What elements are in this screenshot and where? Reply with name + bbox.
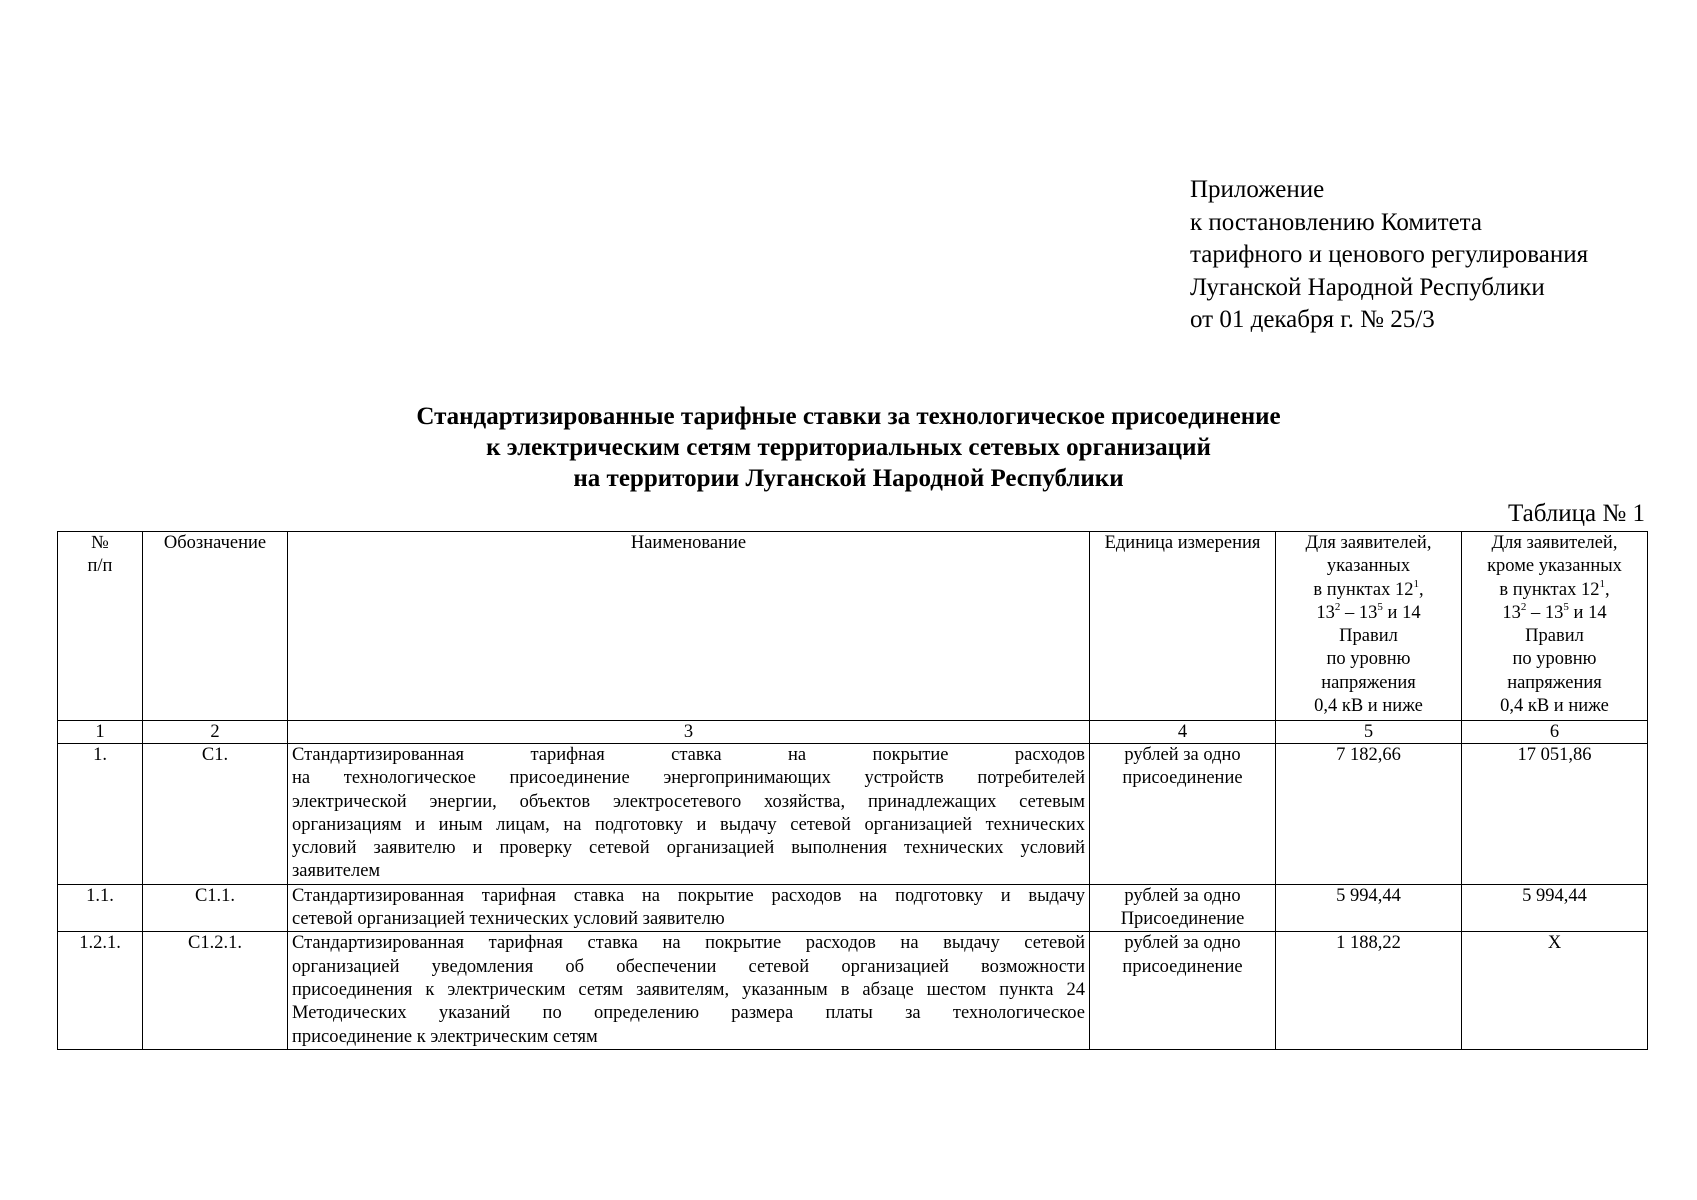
annex-line: Луганской Народной Республики — [1190, 273, 1545, 301]
row-unit — [1090, 884, 1276, 932]
header-line: Для заявителей, — [1305, 533, 1432, 553]
annex-line: от 01 декабря г. № 25/3 — [1190, 306, 1435, 333]
row-number: 1.1. — [58, 884, 143, 932]
header-text: в пунктах 12 — [1499, 579, 1600, 600]
description-line: организацией уведомления об обеспечении сетевой организацией возможности — [292, 956, 1085, 977]
annex-block — [1190, 174, 1588, 337]
description-line: заявителем — [292, 861, 381, 882]
row-value-others: 17 051,86 — [1462, 744, 1648, 885]
description-line: присоединения к электрическим сетям заявителям, указанным в абзаце шестом пункта 24 — [292, 979, 1085, 1000]
header-line: напряжения — [1321, 672, 1416, 693]
column-number-row — [58, 721, 1648, 744]
header-text: 13 — [1316, 602, 1335, 623]
header-line — [1466, 579, 1643, 602]
annex-line: Приложение — [1190, 176, 1325, 203]
column-number: 6 — [1462, 721, 1648, 744]
description-line: на технологическое присоединение энергопринимающих устройств потребителей — [292, 768, 1085, 789]
header-superscript: 1 — [1413, 577, 1419, 590]
table-header-row — [58, 532, 1648, 721]
header-superscript: 2 — [1520, 600, 1527, 613]
annex-line: к постановлению Комитета — [1190, 208, 1482, 236]
table-row — [58, 744, 1648, 885]
header-superscript: 5 — [1377, 600, 1383, 613]
unit-line: рублей за одно — [1124, 885, 1241, 906]
header-line: напряжения — [1507, 672, 1602, 693]
unit-line: рублей за одно — [1124, 933, 1241, 954]
row-number: 1. — [58, 744, 143, 885]
header-line — [1280, 602, 1457, 625]
title-line: Стандартизированные тарифные ставки за технологическое присоединение — [416, 403, 1281, 430]
document-title — [0, 401, 1697, 494]
header-line: по уровню — [1326, 649, 1411, 670]
header-line: 0,4 кВ и ниже — [1500, 696, 1609, 717]
header-number — [58, 532, 143, 721]
column-number: 4 — [1090, 721, 1276, 744]
header-line: Правил — [1339, 626, 1398, 647]
header-text: , — [1418, 579, 1424, 600]
row-value-applicants: 7 182,66 — [1276, 744, 1462, 885]
table-number: Таблица № 1 — [1507, 500, 1645, 527]
header-number-line: № — [91, 533, 109, 553]
column-number: 1 — [58, 721, 143, 744]
header-superscript: 1 — [1599, 577, 1605, 590]
header-text: и 14 — [1382, 602, 1421, 623]
description-line: организациям и иным лицам, на подготовку и выдачу сетевой организацией технических — [292, 814, 1085, 835]
row-value-others: Х — [1462, 932, 1648, 1049]
header-line: Правил — [1525, 626, 1584, 647]
unit-line: присоединение — [1122, 956, 1243, 977]
annex-line: тарифного и ценового регулирования — [1190, 241, 1589, 268]
tariff-table — [57, 531, 1648, 1050]
row-value-others: 5 994,44 — [1462, 884, 1648, 932]
header-text: – 13 — [1340, 602, 1378, 623]
header-text: , — [1604, 579, 1610, 600]
header-others-rate — [1462, 532, 1648, 721]
description-line: Методических указаний по определению размера платы за технологическое — [292, 1003, 1085, 1024]
header-name: Наименование — [288, 532, 1090, 721]
column-number: 3 — [288, 721, 1090, 744]
title-line: на территории Луганской Народной Республики — [573, 465, 1124, 492]
row-number: 1.2.1. — [58, 932, 143, 1049]
row-code: С1.2.1. — [143, 932, 288, 1049]
row-value-applicants: 5 994,44 — [1276, 884, 1462, 932]
row-value-applicants: 1 188,22 — [1276, 932, 1462, 1049]
row-code: С1. — [143, 744, 288, 885]
description-line: электрической энергии, объектов электросетевого хозяйства, принадлежащих сетевым — [292, 791, 1085, 812]
row-unit — [1090, 932, 1276, 1049]
column-number: 5 — [1276, 721, 1462, 744]
row-description — [288, 932, 1090, 1049]
header-line: Для заявителей, — [1491, 533, 1618, 553]
unit-line: присоединение — [1122, 768, 1243, 789]
description-line: условий заявителю и проверку сетевой организацией выполнения технических условий — [292, 838, 1085, 859]
column-number: 2 — [143, 721, 288, 744]
row-description — [288, 884, 1090, 932]
header-applicants-rate — [1276, 532, 1462, 721]
description-line: Стандартизированная тарифная ставка на покрытие расходов на выдачу сетевой — [292, 933, 1085, 954]
header-line — [1466, 602, 1643, 625]
header-number-line: п/п — [87, 556, 113, 577]
header-line: кроме указанных — [1487, 556, 1622, 577]
unit-line: рублей за одно — [1124, 745, 1241, 765]
description-line: присоединение к электрическим сетям — [292, 1026, 598, 1047]
header-superscript: 5 — [1563, 600, 1569, 613]
header-line: указанных — [1326, 556, 1411, 577]
header-line: по уровню — [1512, 649, 1597, 670]
row-unit — [1090, 744, 1276, 885]
header-line — [1280, 579, 1457, 602]
row-description — [288, 744, 1090, 885]
unit-line: Присоединение — [1120, 909, 1245, 930]
header-text: – 13 — [1526, 602, 1564, 623]
header-line: 0,4 кВ и ниже — [1314, 696, 1423, 717]
header-text: и 14 — [1568, 602, 1607, 623]
description-line: сетевой организацией технических условий заявителю — [292, 909, 725, 930]
header-unit: Единица измерения — [1090, 532, 1276, 721]
description-line: Стандартизированная тарифная ставка на покрытие расходов на подготовку и выдачу — [292, 885, 1085, 906]
table-row — [58, 884, 1648, 932]
header-superscript: 2 — [1334, 600, 1341, 613]
header-designation: Обозначение — [143, 532, 288, 721]
table-row — [58, 932, 1648, 1049]
header-text: в пунктах 12 — [1313, 579, 1414, 600]
row-code: С1.1. — [143, 884, 288, 932]
description-line: Стандартизированная тарифная ставка на покрытие расходов — [292, 745, 1085, 765]
header-text: 13 — [1502, 602, 1521, 623]
title-line: к электрическим сетям территориальных сетевых организаций — [486, 434, 1211, 461]
